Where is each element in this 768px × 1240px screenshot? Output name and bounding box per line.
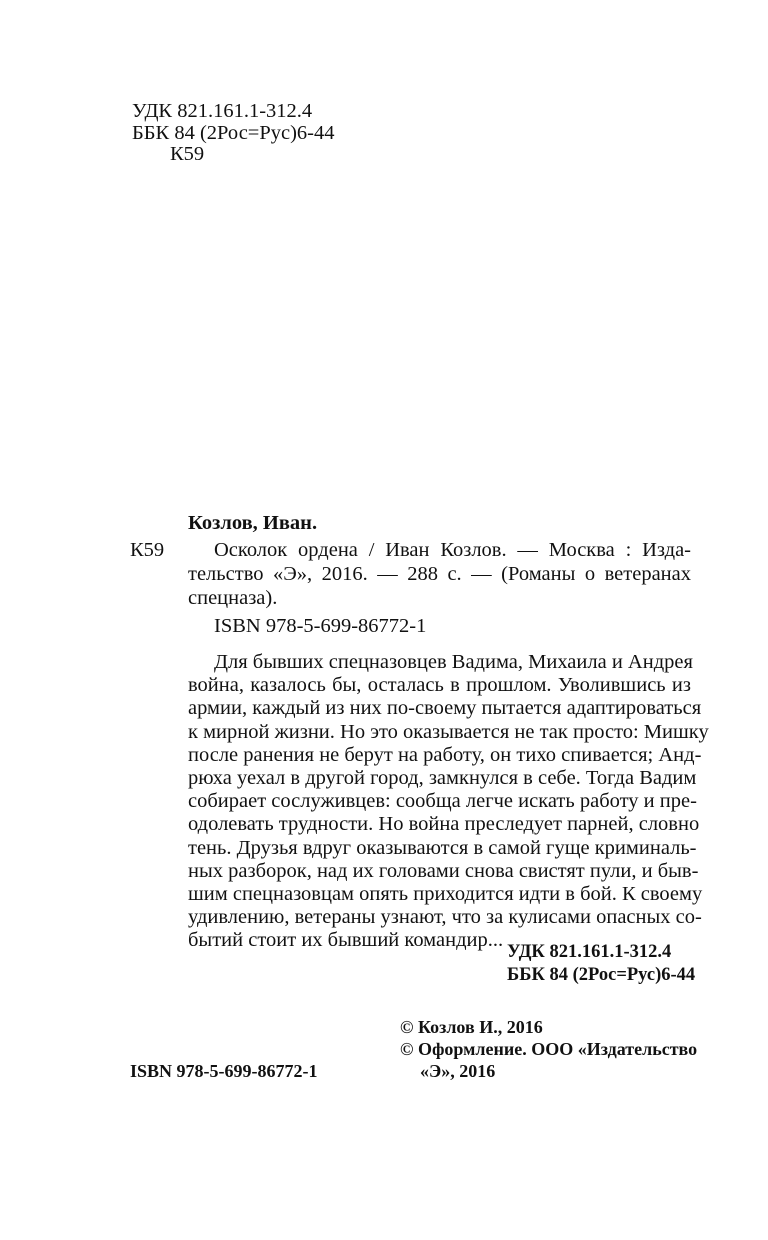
bbk-code: ББК 84 (2Рос=Рус)6-44 [132,122,335,144]
annotation-line: война, казалось бы, осталась в прошлом. Уволившись из [188,674,691,697]
card-author-mark: К59 [130,539,165,561]
copyright-design-cont: «Э», 2016 [420,1061,496,1081]
annotation-line: собирает сослуживцев: сообща легче искать работу и пре- [188,790,697,813]
card-bbk-code: ББК 84 (2Рос=Рус)6-44 [507,965,696,985]
isbn-line: ISBN 978-5-699-86772-1 [214,615,427,637]
annotation-line: после ранения не берут на работу, он тихо спивается; Анд- [188,743,702,766]
udk-code: УДК 821.161.1-312.4 [132,100,313,122]
annotation-line: армии, каждый из них по-своему пытается адаптироваться [188,697,702,720]
author-mark: К59 [170,143,205,165]
annotation-line: к мирной жизни. Но это оказывается не так просто: Мишку [188,720,709,743]
bibliographic-line: тельство «Э», 2016. — 288 с. — (Романы о ветеранах [188,563,691,585]
annotation [188,651,709,952]
card-udk-code: УДК 821.161.1-312.4 [507,942,672,962]
annotation-line: бытий стоит их бывший командир... [188,929,504,952]
copyright-isbn: ISBN 978-5-699-86772-1 [130,1061,318,1081]
bibliographic-line: спецназа). [188,587,278,609]
annotation-line: удивлению, ветераны узнают, что за кулисами опасных со- [188,906,702,929]
copyright-author: © Козлов И., 2016 [400,1017,543,1037]
annotation-line: ных разборок, над их головами снова свистят пули, и быв- [188,859,699,882]
author-heading: Козлов, Иван. [188,512,318,534]
copyright-design: © Оформление. ООО «Издательство [400,1039,698,1059]
annotation-line: тень. Друзья вдруг оказываются в самой гуще криминаль- [188,836,697,859]
annotation-line: одолевать трудности. Но война преследует парней, словно [188,813,700,836]
annotation-line: Для бывших спецназовцев Вадима, Михаила и Андрея [214,651,693,673]
annotation-line: шим спецназовцам опять приходится идти в бой. К своему [188,882,703,905]
annotation-line: рюха уехал в другой город, замкнулся в себе. Тогда Вадим [188,766,697,789]
bibliographic-line: Осколок ордена / Иван Козлов. — Москва : Изда- [214,539,691,561]
